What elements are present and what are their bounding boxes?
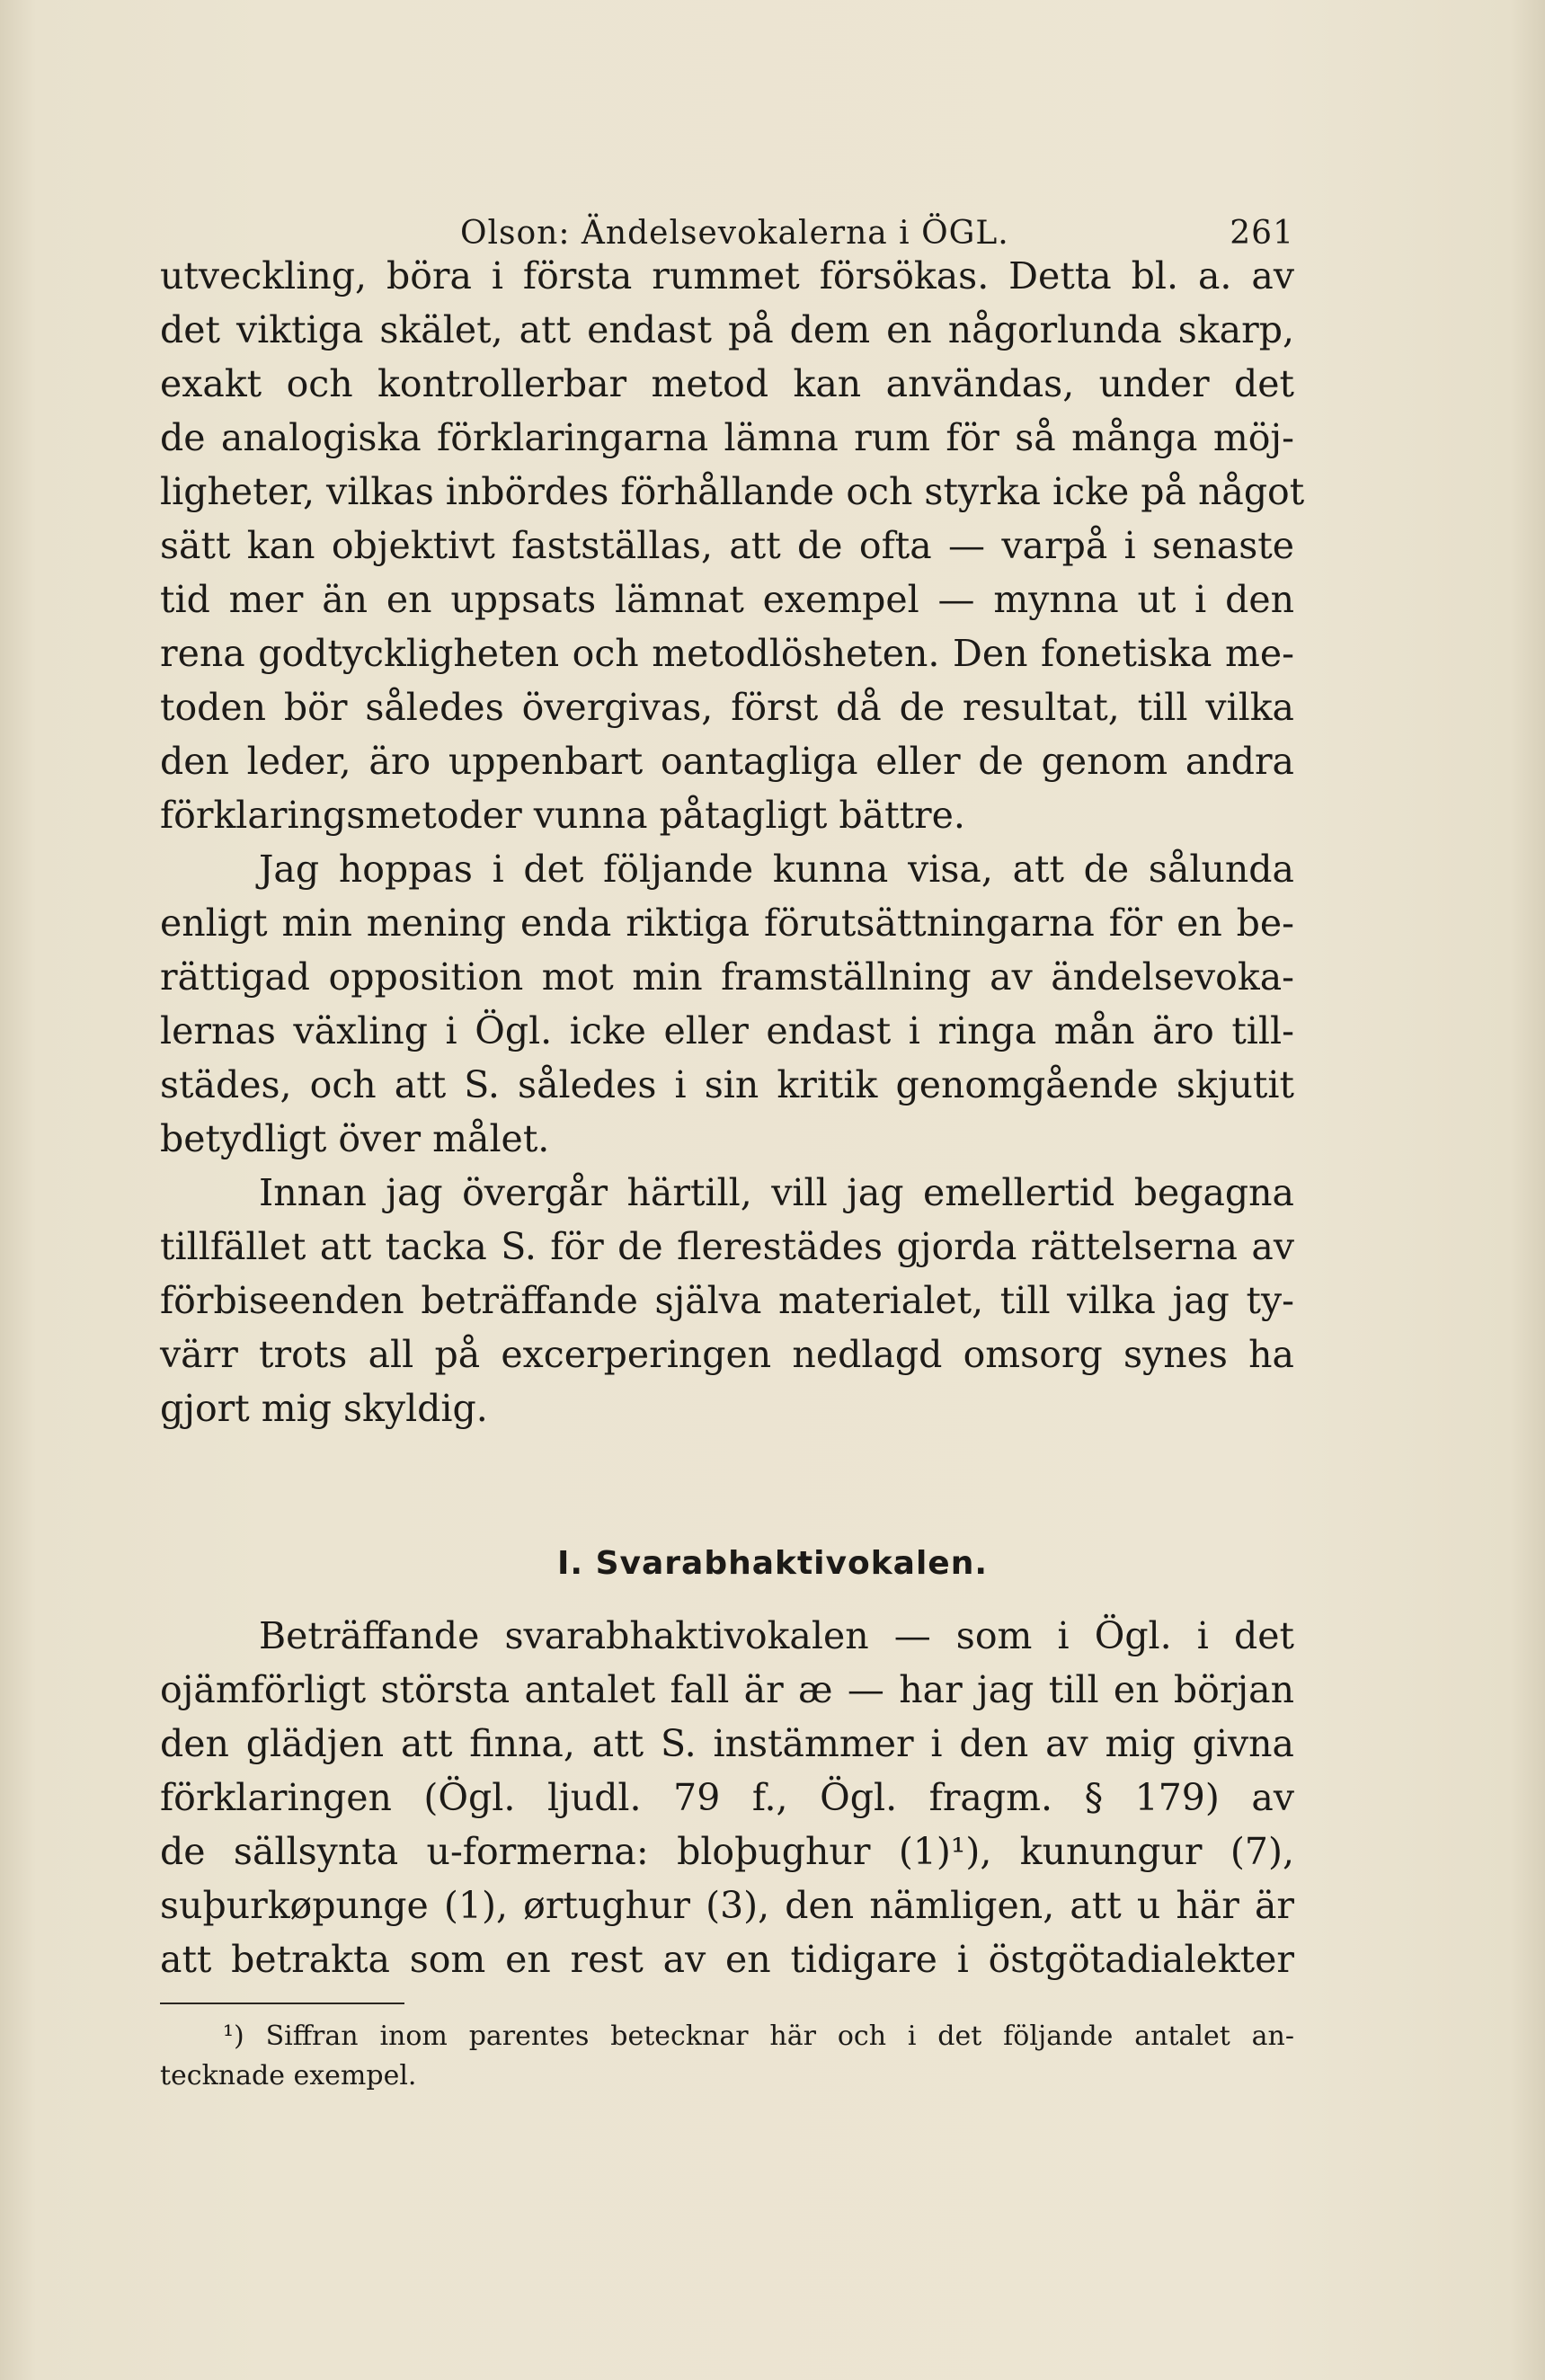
text-line: Innan jag övergår härtill, vill jag emellertid begagna <box>259 1171 1294 1214</box>
text-line: betydligt över målet. <box>160 1117 550 1160</box>
text-line: den leder, äro uppenbart oantagliga eller de genom andra <box>160 740 1294 783</box>
page-number: 261 <box>1230 215 1294 252</box>
text-line: att betrakta som en rest av en tidigare i östgötadialekter <box>160 1938 1294 1981</box>
text-line: de sällsynta u-formerna: bloþughur (1)¹), kunungur (7), <box>160 1830 1294 1873</box>
text-line: de analogiska förklaringarna lämna rum för så många möj- <box>160 416 1294 459</box>
text-line: rättigad opposition mot min framställning av ändelsevoka- <box>160 955 1294 999</box>
text-line: ojämförligt största antalet fall är æ — har jag till en början <box>160 1668 1294 1711</box>
text-line: värr trots all på excerperingen nedlagd omsorg synes ha <box>160 1333 1294 1376</box>
footnote-line: tecknade exempel. <box>160 2060 417 2091</box>
text-line: det viktiga skälet, att endast på dem en någorlunda skarp, <box>160 308 1294 351</box>
footnote-divider <box>160 2003 404 2004</box>
text-line: förbiseenden beträffande själva materialet, till vilka jag ty- <box>160 1279 1294 1322</box>
text-line: sätt kan objektivt fastställas, att de ofta — varpå i senaste <box>160 524 1294 567</box>
footnote-line: ¹) Siffran inom parentes betecknar här och i det följande antalet an- <box>223 2020 1294 2052</box>
text-line: enligt min mening enda riktiga förutsättningarna för en be- <box>160 901 1294 945</box>
text-line: den glädjen att finna, att S. instämmer i den av mig givna <box>160 1722 1294 1765</box>
section-heading: I. Svarabhaktivokalen. <box>556 1545 988 1582</box>
text-line: tid mer än en uppsats lämnat exempel — mynna ut i den <box>160 578 1294 621</box>
text-line: rena godtyckligheten och metodlösheten. Den fonetiska me- <box>160 632 1294 675</box>
text-line: lernas växling i Ögl. icke eller endast i ringa mån äro till- <box>160 1009 1294 1052</box>
text-line: Jag hoppas i det följande kunna visa, att de sålunda <box>259 848 1294 891</box>
text-line: Beträffande svarabhaktivokalen — som i Ögl. i det <box>259 1614 1294 1657</box>
text-line: förklaringsmetoder vunna påtagligt bättre. <box>160 794 965 837</box>
text-line: förklaringen (Ögl. ljudl. 79 f., Ögl. fragm. § 179) av <box>160 1776 1294 1819</box>
text-line: toden bör således övergivas, först då de resultat, till vilka <box>160 686 1294 729</box>
text-line: tillfället att tacka S. för de flerestädes gjorda rättelserna av <box>160 1225 1294 1268</box>
text-line: ligheter, vilkas inbördes förhållande och styrka icke på något <box>160 470 1305 513</box>
text-line: gjort mig skyldig. <box>160 1387 488 1430</box>
text-line: exakt och kontrollerbar metod kan användas, under det <box>160 362 1294 405</box>
text-line: utveckling, böra i första rummet försökas. Detta bl. a. av <box>160 254 1294 298</box>
running-title: Olson: Ändelsevokalerna i ÖGL. <box>460 215 1009 252</box>
text-line: städes, och att S. således i sin kritik genomgående skjutit <box>160 1063 1294 1106</box>
text-line: suþurkøpunge (1), ørtughur (3), den nämligen, att u här är <box>160 1884 1294 1927</box>
